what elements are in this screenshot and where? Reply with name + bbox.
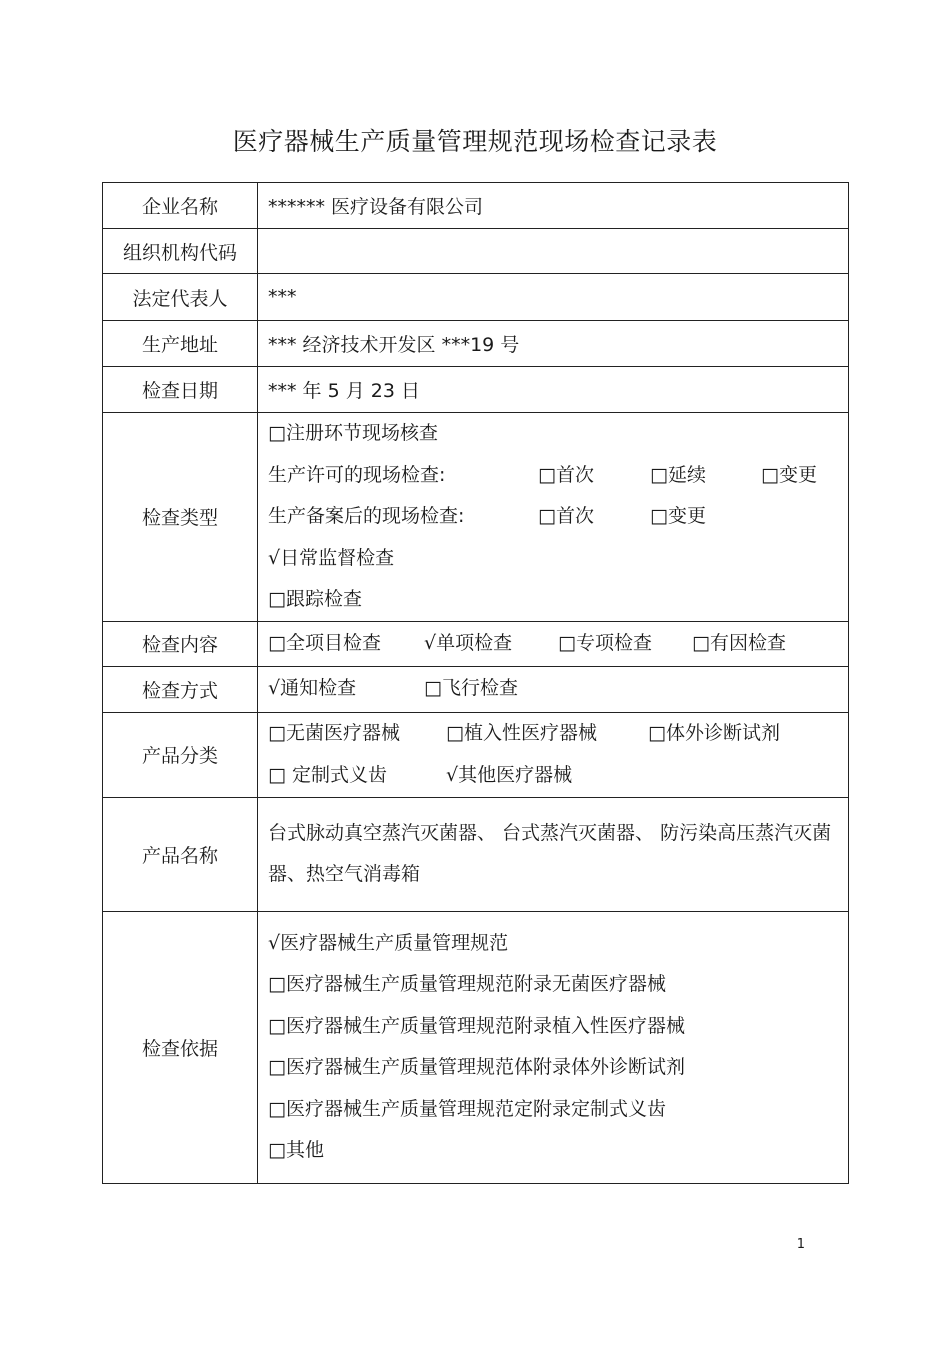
option-other-devices[interactable]: √其他医疗器械 xyxy=(446,763,573,786)
category-line-1 xyxy=(268,713,848,755)
label-company: 企业名称 xyxy=(103,183,258,229)
method-options xyxy=(268,668,848,710)
value-method xyxy=(258,666,849,712)
content-options xyxy=(268,623,848,665)
option-custom-dentures[interactable]: □ 定制式义齿 xyxy=(268,763,387,786)
option-sterile-devices[interactable]: □无菌医疗器械 xyxy=(268,722,400,744)
product-name-text: 台式脉动真空蒸汽灭菌器、 台式蒸汽灭菌器、 防污染高压蒸汽灭菌器、热空气消毒箱 xyxy=(268,822,832,885)
option-full-inspection[interactable]: □全项目检查 xyxy=(268,631,381,654)
option-basis-ivd-annex[interactable]: □医疗器械生产质量管理规范体附录体外诊断试剂 xyxy=(268,1056,685,1078)
row-company xyxy=(103,183,849,229)
label-legal-rep: 法定代表人 xyxy=(103,274,258,321)
page-number: 1 xyxy=(796,1237,805,1252)
label-product-name: 产品名称 xyxy=(103,797,258,911)
option-basis-implantable-annex[interactable]: □医疗器械生产质量管理规范附录植入性医疗器械 xyxy=(268,1014,685,1037)
row-method xyxy=(103,666,849,712)
option-unannounced-inspection[interactable]: □飞行检查 xyxy=(424,677,518,700)
option-special-inspection[interactable]: □专项检查 xyxy=(558,631,652,654)
option-license-first[interactable]: □首次 xyxy=(538,463,594,486)
option-registration-check[interactable]: □注册环节现场核查 xyxy=(268,422,438,444)
row-product-name xyxy=(103,797,849,911)
license-check-label: 生产许可的现场检查: xyxy=(268,463,446,486)
row-inspection-type xyxy=(103,413,849,622)
option-filing-change[interactable]: □变更 xyxy=(650,505,706,527)
option-basis-other[interactable]: □其他 xyxy=(268,1139,324,1161)
value-date: *** 年 5 月 23 日 xyxy=(258,367,849,413)
document-title: 医疗器械生产质量管理规范现场检查记录表 xyxy=(232,127,718,156)
filing-check-label: 生产备案后的现场检查: xyxy=(268,505,465,527)
option-notified-inspection[interactable]: √通知检查 xyxy=(268,677,357,700)
inspection-record-table xyxy=(102,182,849,1184)
row-address xyxy=(103,321,849,367)
option-routine-supervision[interactable]: √日常监督检查 xyxy=(268,546,395,569)
row-basis xyxy=(103,911,849,1183)
label-basis: 检查依据 xyxy=(103,911,258,1183)
value-legal-rep: *** xyxy=(258,274,849,321)
option-basis-denture-annex[interactable]: □医疗器械生产质量管理规范定附录定制式义齿 xyxy=(268,1097,666,1120)
row-legal-rep xyxy=(103,274,849,321)
row-content xyxy=(103,621,849,666)
label-inspection-type: 检查类型 xyxy=(103,413,258,622)
label-org-code: 组织机构代码 xyxy=(103,229,258,274)
filing-check-line xyxy=(268,496,848,538)
option-basis-gmp[interactable]: √医疗器械生产质量管理规范 xyxy=(268,931,509,954)
value-product-name xyxy=(258,797,849,911)
option-ivd-reagents[interactable]: □体外诊断试剂 xyxy=(648,722,780,744)
option-license-renewal[interactable]: □延续 xyxy=(650,463,706,486)
value-org-code xyxy=(258,229,849,274)
value-inspection-type xyxy=(258,413,849,622)
option-license-change[interactable]: □变更 xyxy=(761,463,817,486)
value-content xyxy=(258,621,849,666)
value-basis xyxy=(258,911,849,1183)
row-category xyxy=(103,712,849,797)
value-address: *** 经济技术开发区 ***19 号 xyxy=(258,321,849,367)
row-org-code xyxy=(103,229,849,274)
label-address: 生产地址 xyxy=(103,321,258,367)
license-check-line xyxy=(268,455,848,497)
value-category xyxy=(258,712,849,797)
option-cause-inspection[interactable]: □有因检查 xyxy=(692,631,786,654)
category-line-2 xyxy=(268,755,848,797)
value-company: ****** 医疗设备有限公司 xyxy=(258,183,849,229)
label-content: 检查内容 xyxy=(103,621,258,666)
option-basis-sterile-annex[interactable]: □医疗器械生产质量管理规范附录无菌医疗器械 xyxy=(268,973,666,995)
label-category: 产品分类 xyxy=(103,712,258,797)
row-date xyxy=(103,367,849,413)
option-implantable-devices[interactable]: □植入性医疗器械 xyxy=(446,722,597,744)
option-follow-up-check[interactable]: □跟踪检查 xyxy=(268,588,362,610)
label-method: 检查方式 xyxy=(103,666,258,712)
label-date: 检查日期 xyxy=(103,367,258,413)
option-single-inspection[interactable]: √单项检查 xyxy=(424,631,513,654)
option-filing-first[interactable]: □首次 xyxy=(538,505,594,527)
